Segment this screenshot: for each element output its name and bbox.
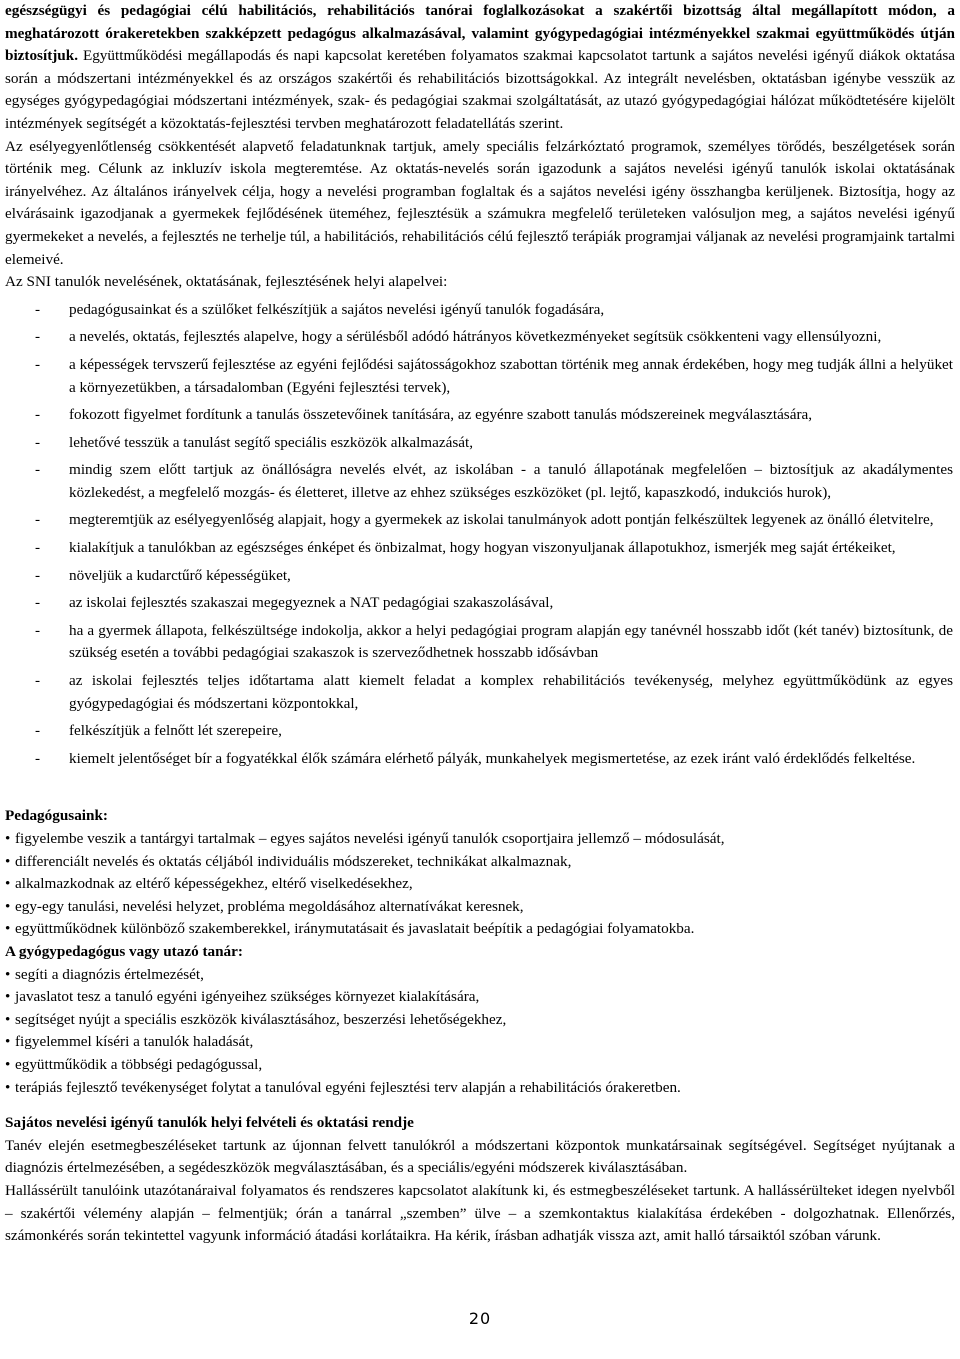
list-item-text: fokozott figyelmet fordítunk a tanulás összetevőinek tanítására, az egyénre szabott tanulás módszereinek megválasztására, xyxy=(69,406,813,424)
list-marker: - xyxy=(35,355,41,373)
list-marker: - xyxy=(35,511,41,529)
principle-item xyxy=(5,354,955,399)
principle-item xyxy=(5,509,955,532)
list-marker: - xyxy=(35,406,41,424)
list-item-text: megteremtjük az esélyegyenlőség alapjait, hogy a gyermekek az iskolai tanulmányok adott pontján felkészültek legyenek az önálló életvitelre, xyxy=(69,511,934,529)
teacher-duty-item xyxy=(5,873,955,896)
list-marker: - xyxy=(35,594,41,612)
list-item-text: mindig szem előtt tartjuk az önállóságra nevelés elvét, az iskolában - a tanuló állapotának megfelelően – biztosítjuk az akadálymentes közlekedést, a megfelelő mozgás- és életteret, illetve az ehhez szükséges eszközöket (pl. lejtő, kapaszkodó, indukciós hurok), xyxy=(69,461,953,501)
list-marker: - xyxy=(35,566,41,584)
special-teacher-duty-item xyxy=(5,964,955,987)
principle-item xyxy=(5,326,955,349)
teacher-duty-item xyxy=(5,918,955,941)
special-teacher-duty-item xyxy=(5,1077,955,1100)
list-marker: • xyxy=(5,965,11,983)
list-marker: - xyxy=(35,433,41,451)
principle-item xyxy=(5,537,955,560)
principle-item xyxy=(5,459,955,504)
section-spacer xyxy=(5,775,955,805)
principle-item xyxy=(5,620,955,665)
section-spacer xyxy=(5,1099,955,1112)
special-teacher-duty-item xyxy=(5,986,955,1009)
list-marker: • xyxy=(5,1033,11,1051)
list-marker: • xyxy=(5,830,11,847)
teacher-duty-item xyxy=(5,896,955,919)
list-item-text: növeljük a kudarctűrő képességüket, xyxy=(69,566,291,584)
list-marker: - xyxy=(35,722,41,740)
special-teacher-duty-item xyxy=(5,1009,955,1032)
list-item-text: lehetővé tesszük a tanulást segítő speciális eszközök alkalmazását, xyxy=(69,433,474,451)
list-item-text: alkalmazkodnak az eltérő képességekhez, eltérő viselkedésekhez, xyxy=(15,875,413,893)
page-number: 20 xyxy=(468,1309,492,1328)
teachers-list xyxy=(5,828,955,941)
principle-item xyxy=(5,432,955,455)
list-item-text: felkészítjük a felnőtt lét szerepeire, xyxy=(69,722,282,740)
list-item-text: a nevelés, oktatás, fejlesztés alapelve, hogy a sérülésből adódó hátrányos következményeket segítsük csökkenteni vagy ellensúlyozni, xyxy=(69,328,882,346)
list-marker: • xyxy=(5,1010,11,1028)
teacher-duty-item xyxy=(5,851,955,874)
special-teacher-list xyxy=(5,964,955,1100)
admission-body xyxy=(5,1135,955,1248)
teacher-duty-item xyxy=(5,828,955,851)
list-marker: • xyxy=(5,852,11,870)
special-teacher-duty-item xyxy=(5,1031,955,1054)
list-marker: • xyxy=(5,1055,11,1073)
principle-item xyxy=(5,565,955,588)
intro-text: Együttműködési megállapodás és napi kapcsolat keretében folyamatos szakmai kapcsolatot tartunk a sajátos nevelési igényű diákok oktatása során a módszertani intézményekkel és az országos szakértői és rehabilitációs bizottságokkal. Az integrált nevelésben, oktatásban igénybe vesszük az egységes gyógypedagógiai módszertani intézmények, szak- és pedagógiai szakmai szolgáltatását, az utazó gyógypedagógiai hálózat működtetésére kijelölt intézmények segítségét a közoktatás-fejlesztési tervben meghatározott feladatellátás szerint. xyxy=(5,47,955,132)
principles-list xyxy=(5,299,955,771)
list-item-text: kiemelt jelentőséget bír a fogyatékkal élők számára elérhető pályák, munkahelyek megismertetése, az ezek iránt való érdeklődés felkeltése. xyxy=(69,749,916,767)
list-item-text: az iskolai fejlesztés teljes időtartama alatt kiemelt feladat a komplex rehabilitációs tevékenység, melyhez együttműködünk az egyes gyógypedagógiai és módszertani központokkal, xyxy=(69,672,953,712)
list-marker: - xyxy=(35,461,41,479)
sni-principles-intro: Az SNI tanulók nevelésének, oktatásának, fejlesztésének helyi alapelvei: xyxy=(5,273,448,291)
special-teacher-duty-item xyxy=(5,1054,955,1077)
list-item-text: segítséget nyújt a speciális eszközök kiválasztásához, beszerzési lehetőségekhez, xyxy=(15,1010,507,1028)
principle-item xyxy=(5,720,955,743)
list-marker: • xyxy=(5,920,11,938)
intro-bold-text: egészségügyi és pedagógiai célú habilitációs, rehabilitációs tanórai foglalkozásokat a szakértői bizottság által megállapított módon, a meghatározott órakeretekben szakképzett pedagógus alkalmazásával, valamint gyógypedagógiai intézményekkel szakmai együttműködés útján biztosítjuk. xyxy=(5,2,955,65)
special-teacher-heading: A gyógypedagógus vagy utazó tanár: xyxy=(5,942,243,960)
teachers-heading: Pedagógusaink: xyxy=(5,807,108,825)
list-item-text: együttműködnek különböző szakemberekkel, iránymutatásait és javaslatait beépítik a pedagógiai folyamatokba. xyxy=(15,920,695,938)
list-item-text: figyelembe veszik a tantárgyi tartalmak – egyes sajátos nevelési igényű tanulók csoportjaira jellemző – módosulását, xyxy=(15,830,725,847)
principle-item xyxy=(5,670,955,715)
list-item-text: ha a gyermek állapota, felkészültsége indokolja, akkor a helyi pedagógiai program alapján egy tanévnél hosszabb időt (két tanév) biztosítunk, de szükség esetén a további pedagógiai szakaszok is szerveződhetnek hosszabb idősávban xyxy=(69,621,953,662)
principle-item xyxy=(5,299,955,322)
document-page xyxy=(5,0,955,1248)
list-item-text: az iskolai fejlesztés szakaszai megegyeznek a NAT pedagógiai szakaszolásával, xyxy=(69,594,554,612)
principle-item xyxy=(5,592,955,615)
admission-heading: Sajátos nevelési igényű tanulók helyi felvételi és oktatási rendje xyxy=(5,1114,414,1132)
principle-item xyxy=(5,748,955,771)
admission-paragraph: Hallássérült tanulóink utazótanáraival folyamatos és rendszeres kapcsolatot alakítunk ki, és estmegbeszéléseket tartunk. A hallássérülteket idegen nyelvből – szakértői vélemény alapján – felmentjük; órán a tanárral „szemben” ülve – a szemkontaktus kialakítása érdekében - dolgozhatnak. Ellenőrzés, számonkérés során tekintettel vagyunk információ átadási korlátaikra. Ha kérik, írásban adhatják vissza azt, amit halló társaiktól szóban várunk. xyxy=(5,1181,955,1245)
list-marker: • xyxy=(5,988,11,1006)
list-item-text: javaslatot tesz a tanuló egyéni igényeihez szükséges környezet kialakítására, xyxy=(15,988,480,1006)
equal-opportunity-paragraph: Az esélyegyenlőtlenség csökkentését alapvető feladatunknak tartjuk, amely speciális felzárkóztató programok, személyes törődés, beszélgetések során történik meg. Célunk az inkluzív iskola megteremtése. Az oktatás-nevelés során igazodunk a sajátos nevelési igényű tanulók iskolai oktatásának irányelvéhez. Az általános irányelvek célja, hogy a nevelési programban foglaltak és a sajátos nevelési igény összhangba kerüljenek. Biztosítja, hogy az elvárásaink igazodjanak a gyermekek fejlődésének üteméhez, fejlesztésük a számukra megfelelő területeken valósuljon meg, a sajátos nevelési igényű gyermekeket a nevelés, a fejlesztés ne terhelje túl, a habilitációs, rehabilitációs célú fejlesztő terápiák programjai váljanak az nevelési programjaink tartalmi elemeivé. xyxy=(5,137,955,268)
list-marker: - xyxy=(35,672,41,690)
list-marker: - xyxy=(35,328,41,346)
list-marker: - xyxy=(35,539,41,557)
list-item-text: terápiás fejlesztő tevékenységet folytat a tanulóval egyéni fejlesztési terv alapján a rehabilitációs órakeretben. xyxy=(15,1078,681,1096)
list-item-text: egy-egy tanulási, nevelési helyzet, probléma megoldásához alternatívákat keresnek, xyxy=(15,897,524,915)
list-marker: • xyxy=(5,1078,11,1096)
list-item-text: együttműködik a többségi pedagógussal, xyxy=(15,1055,263,1073)
list-marker: • xyxy=(5,875,11,893)
list-marker: - xyxy=(35,621,41,639)
list-item-text: pedagógusainkat és a szülőket felkészítjük a sajátos nevelési igényű tanulók fogadására, xyxy=(69,300,605,318)
principle-item xyxy=(5,404,955,427)
intro-paragraph xyxy=(5,0,955,136)
list-marker: - xyxy=(35,749,41,767)
list-marker: • xyxy=(5,897,11,915)
admission-paragraph: Tanév elején esetmegbeszéléseket tartunk az újonnan felvett tanulókról a módszertani központok munkatársainak segítségével. Segítséget nyújtanak a diagnózis értelmezésében, a segédeszközök megválasztásában, és a speciális/egyéni módszerek kiválasztásában. xyxy=(5,1136,955,1177)
list-item-text: a képességek tervszerű fejlesztése az egyéni fejlődési sajátosságokhoz szabottan történik meg annak érdekében, hogy meg tudják állni a helyüket a környezetükben, a társadalomban (Egyéni fejlesztési tervek), xyxy=(69,355,953,396)
list-item-text: figyelemmel kíséri a tanulók haladását, xyxy=(15,1033,254,1051)
list-item-text: differenciált nevelés és oktatás céljából individuális módszereket, technikákat alkalmaznak, xyxy=(15,852,572,870)
list-item-text: segíti a diagnózis értelmezését, xyxy=(15,965,204,983)
list-item-text: kialakítjuk a tanulókban az egészséges énképet és önbizalmat, hogy hogyan viszonyuljanak állapotukhoz, ismerjék meg saját értékeiket, xyxy=(69,539,896,557)
list-marker: - xyxy=(35,300,41,318)
